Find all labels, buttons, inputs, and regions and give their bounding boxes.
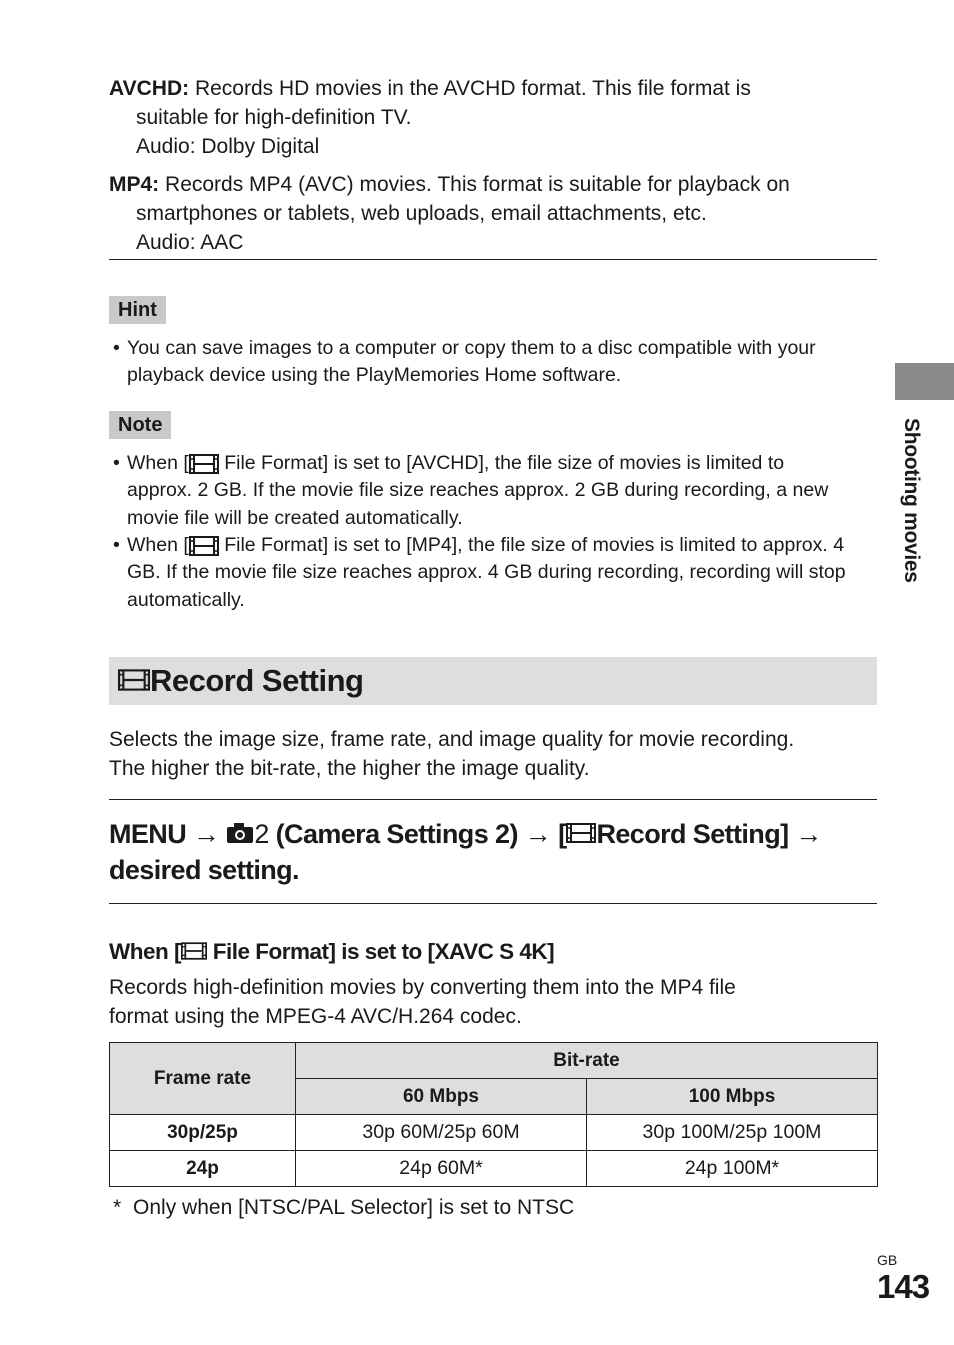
divider	[109, 259, 877, 260]
camera-icon	[226, 822, 254, 844]
frame-rate-header: Frame rate	[110, 1043, 296, 1115]
table-cell: 24p 60M*	[296, 1151, 587, 1187]
mp4-audio: Audio: AAC	[136, 231, 244, 254]
chapter-tab	[895, 363, 954, 400]
note-label: Note	[109, 411, 171, 439]
menu-path-desired: desired setting.	[109, 855, 299, 885]
subsection-desc-line: Records high-definition movies by converting them into the MP4 file	[109, 976, 736, 999]
record-setting-label: Record Setting]	[596, 819, 789, 849]
divider	[109, 799, 877, 800]
note-text-pre: When [	[127, 452, 189, 474]
arrow-icon: →	[193, 819, 220, 849]
section-desc-line: The higher the bit-rate, the higher the image quality.	[109, 757, 590, 780]
footnote-mark: *	[113, 1196, 122, 1219]
avchd-audio: Audio: Dolby Digital	[136, 135, 320, 158]
note-text-post: File Format] is set to [MP4], the file size of movies is limited to approx. 4 GB. If the movie file size reaches approx. 4 GB during recording, recording will stop automatically.	[127, 534, 846, 611]
chapter-tab-label: Shooting movies	[900, 418, 923, 583]
menu-path	[109, 816, 877, 852]
note-text-pre: When [	[127, 534, 189, 556]
divider	[109, 903, 877, 904]
section-title	[118, 660, 363, 702]
footnote	[113, 1193, 574, 1222]
avchd-text: Records HD movies in the AVCHD format. This file format is	[189, 77, 751, 100]
bullet-mark: •	[113, 452, 120, 474]
table-row	[110, 1115, 878, 1151]
bitrate-header: Bit-rate	[296, 1043, 878, 1079]
section-title-text: Record Setting	[150, 663, 364, 698]
note-text-post: File Format] is set to [AVCHD], the file size of movies is limited to approx. 2 GB. If the movie file size reaches approx. 2 GB during recording, a new movie file will be created automatically.	[127, 452, 829, 529]
note-item	[113, 532, 853, 614]
footnote-text: Only when [NTSC/PAL Selector] is set to NTSC	[133, 1196, 575, 1219]
avchd-description	[109, 74, 869, 161]
hint-label: Hint	[109, 296, 166, 324]
camera-settings-number: 2	[254, 819, 269, 849]
section-desc-line: Selects the image size, frame rate, and image quality for movie recording.	[109, 728, 795, 751]
mp4-text: Records MP4 (AVC) movies. This format is suitable for playback on	[159, 173, 790, 196]
mp4-label: MP4:	[109, 173, 160, 196]
table-cell: 30p 100M/25p 100M	[587, 1115, 878, 1151]
col-header-100: 100 Mbps	[587, 1079, 878, 1115]
subsection-heading-post: File Format] is set to [XAVC S 4K]	[206, 939, 555, 964]
table-cell: 24p 100M*	[587, 1151, 878, 1187]
movie-icon	[118, 668, 150, 692]
note-item	[113, 450, 853, 532]
table-cell-rate: 24p	[110, 1151, 296, 1187]
subsection-heading-pre: When [	[109, 939, 181, 964]
avchd-text-cont: suitable for high-definition TV.	[136, 106, 412, 129]
hint-item	[113, 335, 853, 390]
avchd-label: AVCHD:	[109, 77, 190, 100]
table-row	[110, 1151, 878, 1187]
mp4-text-cont: smartphones or tablets, web uploads, email attachments, etc.	[136, 202, 707, 225]
bitrate-table	[109, 1042, 878, 1187]
table-cell: 30p 60M/25p 60M	[296, 1115, 587, 1151]
subsection-description	[109, 973, 877, 1031]
arrow-icon: →	[524, 819, 552, 849]
movie-icon	[189, 536, 219, 556]
bracket-open: [	[558, 819, 567, 849]
movie-icon	[189, 454, 219, 474]
section-description	[109, 725, 877, 783]
page-number: 143	[877, 1268, 930, 1305]
hint-text: You can save images to a computer or copy them to a disc compatible with your playback device using the PlayMemories Home software.	[127, 337, 816, 387]
col-header-60: 60 Mbps	[296, 1079, 587, 1115]
bullet-mark: •	[113, 534, 120, 556]
subsection-desc-line: format using the MPEG-4 AVC/H.264 codec.	[109, 1005, 522, 1028]
region-code: GB	[877, 1252, 898, 1268]
table-cell-rate: 30p/25p	[110, 1115, 296, 1151]
arrow-icon: →	[795, 819, 822, 849]
movie-icon	[566, 822, 596, 844]
menu-word: MENU	[109, 819, 187, 849]
subsection-heading	[109, 937, 554, 967]
bullet-mark: •	[113, 337, 120, 359]
camera-settings-label: (Camera Settings 2)	[275, 819, 518, 849]
mp4-description	[109, 170, 877, 257]
movie-icon	[181, 941, 207, 961]
